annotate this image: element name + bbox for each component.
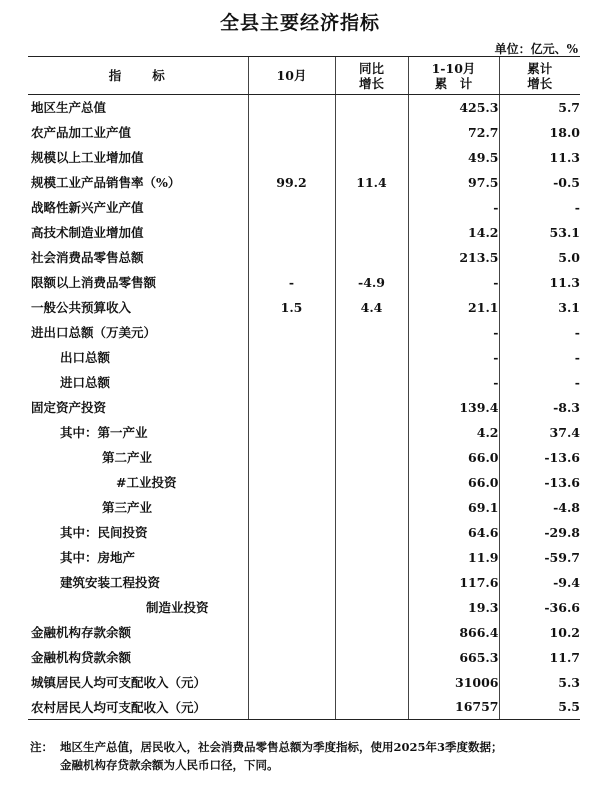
table-header-row [28, 57, 580, 95]
row-name: 建筑安装工程投资 [60, 575, 161, 590]
row-name: 高技术制造业增加值 [31, 225, 144, 240]
row-cumulative: 69.1 [408, 495, 499, 520]
header-yoy [335, 57, 408, 95]
row-cumulative: - [408, 370, 499, 395]
row-yoy [335, 145, 408, 170]
row-name: 其中：民间投资 [60, 525, 148, 540]
footnote-label: 注： [30, 740, 53, 754]
row-name: 农村居民人均可支配收入（元） [28, 695, 248, 720]
row-growth: -29.8 [499, 520, 580, 545]
row-name: 规模以上工业增加值 [31, 150, 144, 165]
row-cumulative: 139.4 [408, 395, 499, 420]
row-cumulative: 14.2 [408, 220, 499, 245]
row-growth: 10.2 [499, 620, 580, 645]
table-row [28, 95, 580, 120]
row-growth: -0.5 [499, 170, 580, 195]
table-row [28, 295, 580, 320]
header-month [248, 57, 335, 95]
row-cumulative: 117.6 [408, 570, 499, 595]
row-cumulative: 97.5 [408, 170, 499, 195]
row-month [248, 595, 335, 620]
row-name: 制造业投资 [146, 600, 209, 615]
row-month: - [248, 270, 335, 295]
row-cumulative: - [408, 270, 499, 295]
row-name: 金融机构存款余额 [31, 625, 132, 640]
row-yoy [335, 445, 408, 470]
row-month [248, 395, 335, 420]
row-month [248, 445, 335, 470]
row-name: 进口总额 [60, 375, 111, 390]
row-name: 规模工业产品销售率（%） [31, 175, 181, 190]
row-month: 99.2 [248, 170, 335, 195]
table-row [28, 195, 580, 220]
row-yoy [335, 95, 408, 120]
table-row [28, 445, 580, 470]
row-growth: -4.8 [499, 495, 580, 520]
row-yoy [335, 245, 408, 270]
row-yoy [335, 370, 408, 395]
table-row [28, 420, 580, 445]
row-cumulative: 213.5 [408, 245, 499, 270]
table-row [28, 545, 580, 570]
table-row [28, 670, 580, 695]
row-month [248, 620, 335, 645]
row-growth: 18.0 [499, 120, 580, 145]
row-cumulative: - [408, 195, 499, 220]
table-row [28, 695, 580, 720]
row-yoy [335, 645, 408, 670]
header-cumulative-growth [499, 57, 580, 95]
row-cumulative: 16757 [408, 695, 499, 720]
row-cumulative: 64.6 [408, 520, 499, 545]
row-month [248, 95, 335, 120]
row-month [248, 645, 335, 670]
table-row [28, 395, 580, 420]
header-month-label: 10月 [276, 68, 307, 83]
row-month [248, 245, 335, 270]
header-yoy-line1: 同比 [358, 60, 384, 76]
row-month [248, 145, 335, 170]
row-cumulative: 66.0 [408, 470, 499, 495]
row-month [248, 570, 335, 595]
table-row [28, 620, 580, 645]
row-yoy [335, 570, 408, 595]
table-row [28, 170, 580, 195]
row-cumulative: 66.0 [408, 445, 499, 470]
row-name: 限额以上消费品零售额 [31, 275, 157, 290]
row-growth: 5.0 [499, 245, 580, 270]
row-growth: 5.7 [499, 95, 580, 120]
unit-note: 单位：亿元、% [494, 42, 578, 56]
row-month [248, 495, 335, 520]
footnote-line-2: 金融机构存贷款余额为人民币口径，下同。 [60, 758, 279, 772]
table-row [28, 220, 580, 245]
row-cumulative: 425.3 [408, 95, 499, 120]
row-name: 城镇居民人均可支配收入（元） [31, 675, 207, 690]
row-yoy: 11.4 [335, 170, 408, 195]
row-growth: - [499, 320, 580, 345]
row-growth: 53.1 [499, 220, 580, 245]
row-cumulative: 866.4 [408, 620, 499, 645]
row-yoy [335, 695, 408, 720]
row-growth: -13.6 [499, 470, 580, 495]
row-yoy [335, 620, 408, 645]
row-cumulative: 665.3 [408, 645, 499, 670]
row-month [248, 470, 335, 495]
row-cumulative: 4.2 [408, 420, 499, 445]
row-month [248, 345, 335, 370]
row-yoy [335, 670, 408, 695]
table-row [28, 245, 580, 270]
row-growth: - [499, 370, 580, 395]
row-month [248, 120, 335, 145]
row-growth: -13.6 [499, 445, 580, 470]
row-growth: -8.3 [499, 395, 580, 420]
header-growth-line2: 增长 [527, 75, 553, 91]
row-cumulative: - [408, 320, 499, 345]
row-yoy: 4.4 [335, 295, 408, 320]
table-row [28, 595, 580, 620]
row-yoy [335, 395, 408, 420]
row-month [248, 220, 335, 245]
row-yoy [335, 120, 408, 145]
row-month [248, 695, 335, 720]
row-growth: 5.5 [499, 695, 580, 720]
row-yoy [335, 220, 408, 245]
row-cumulative: 21.1 [408, 295, 499, 320]
row-growth: 11.3 [499, 145, 580, 170]
row-name: 战略性新兴产业产值 [31, 200, 144, 215]
row-growth: 5.3 [499, 670, 580, 695]
row-month: 1.5 [248, 295, 335, 320]
row-yoy [335, 420, 408, 445]
row-month [248, 670, 335, 695]
row-month [248, 320, 335, 345]
row-growth: -59.7 [499, 545, 580, 570]
row-month [248, 520, 335, 545]
header-cumulative-line1: 1-10月 [431, 60, 476, 76]
row-yoy [335, 470, 408, 495]
row-cumulative: 11.9 [408, 545, 499, 570]
table-row [28, 145, 580, 170]
row-growth: - [499, 345, 580, 370]
row-name: 固定资产投资 [31, 400, 107, 415]
row-growth: 3.1 [499, 295, 580, 320]
page-title: 全县主要经济指标 [219, 12, 380, 34]
table-row [28, 270, 580, 295]
row-name: 金融机构贷款余额 [31, 650, 132, 665]
row-growth: -9.4 [499, 570, 580, 595]
row-cumulative: 72.7 [408, 120, 499, 145]
row-name: 进出口总额（万美元） [31, 325, 157, 340]
table-row [28, 570, 580, 595]
row-yoy [335, 545, 408, 570]
row-name: 第三产业 [102, 500, 153, 515]
table-row [28, 520, 580, 545]
table-row [28, 495, 580, 520]
row-cumulative: 49.5 [408, 145, 499, 170]
footnote-line-1: 地区生产总值，居民收入，社会消费品零售总额为季度指标，使用2025年3季度数据； [60, 740, 503, 754]
row-month [248, 420, 335, 445]
row-month [248, 545, 335, 570]
row-name: 出口总额 [60, 350, 111, 365]
table-row [28, 370, 580, 395]
row-month [248, 195, 335, 220]
row-cumulative: 19.3 [408, 595, 499, 620]
row-growth: 11.3 [499, 270, 580, 295]
table-row [28, 345, 580, 370]
row-name: 农产品加工业产值 [31, 125, 132, 140]
row-name: #工业投资 [116, 475, 177, 490]
header-cumulative [408, 57, 499, 95]
row-yoy [335, 320, 408, 345]
row-name: 地区生产总值 [31, 100, 107, 116]
row-month [248, 370, 335, 395]
row-yoy [335, 595, 408, 620]
row-cumulative: - [408, 345, 499, 370]
header-cumulative-line2: 累 计 [434, 75, 473, 91]
indicators-table [28, 56, 580, 720]
table-row [28, 645, 580, 670]
row-name: 其中：房地产 [60, 550, 136, 565]
row-name: 第二产业 [102, 450, 153, 465]
row-yoy [335, 520, 408, 545]
header-growth-line1: 累计 [527, 60, 553, 76]
row-growth: 11.7 [499, 645, 580, 670]
table-row [28, 320, 580, 345]
row-growth: - [499, 195, 580, 220]
row-name: 一般公共预算收入 [31, 300, 132, 315]
row-growth: -36.6 [499, 595, 580, 620]
header-indicator: 指 标 [28, 57, 248, 95]
row-yoy [335, 195, 408, 220]
table-row [28, 120, 580, 145]
header-yoy-line2: 增长 [358, 75, 384, 91]
row-yoy: -4.9 [335, 270, 408, 295]
row-name: 社会消费品零售总额 [31, 250, 144, 265]
row-yoy [335, 495, 408, 520]
row-cumulative: 31006 [408, 670, 499, 695]
table-row [28, 470, 580, 495]
row-growth: 37.4 [499, 420, 580, 445]
row-name: 其中：第一产业 [60, 425, 148, 440]
row-yoy [335, 345, 408, 370]
